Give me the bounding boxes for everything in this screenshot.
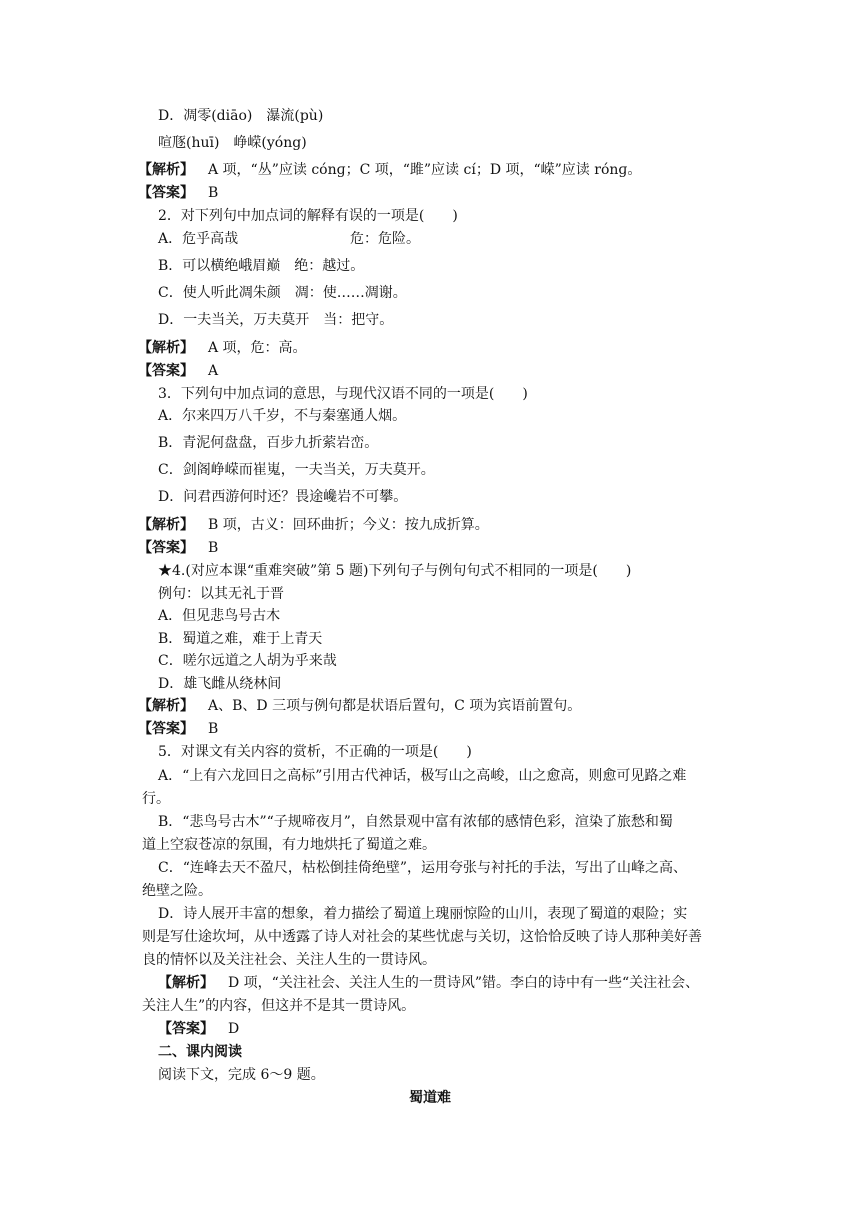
q4-option-a: A．但见悲鸟号古木 [158,608,281,624]
q2-option-a-explain: 危：危险。 [350,231,420,247]
q2-option-d-explain: 当：把守。 [323,312,394,328]
question-3: 3．下列句中加点词的意思，与现代汉语不同的一项是( ) [158,386,528,402]
analysis-text: A 项，“丛”应读 cónɡ；C 项，“雎”应读 cí；D 项，“嵘”应读 rónɡ。 [208,162,642,178]
q5-option-a-line1: A．“上有六龙回日之高标”引用古代神话，极写山之高峻，山之愈高，则愈可见路之难 [158,768,687,784]
option-d-line2 [158,133,743,153]
q2-option-c [158,283,743,303]
q5-option-b-line1: B．“悲鸟号古木”“子规啼夜月”，自然景观中富有浓郁的感情色彩，渲染了旅愁和蜀 [158,814,673,830]
q4-option-d: D．雄飞雌从绕林间 [158,676,282,692]
answer-text: D [228,1021,240,1037]
q4-option-b: B．蜀道之难，难于上青天 [158,631,323,647]
answer-text: B [208,540,219,556]
option-d-item1: D．凋零(diāo) [158,108,253,124]
q5-option-a-line2: 行。 [142,791,170,807]
q1-analysis [138,160,723,180]
q3-option-d: D．问君西游何时还？畏途巉岩不可攀。 [158,489,408,505]
q5-option-c-line1: C．“连峰去天不盈尺，枯松倒挂倚绝壁”，运用夸张与衬托的手法，写出了山峰之高、 [158,860,688,876]
q2-option-b-explain: 绝：越过。 [294,258,365,274]
q4-option-c: C．嗟尔远道之人胡为乎来哉 [158,653,337,669]
q2-option-c-text: C．使人听此凋朱颜 [158,285,281,301]
q5-option-d-line2: 则是写仕途坎坷，从中透露了诗人对社会的某些忧虑与关切，这恰恰反映了诗人那种美好善 [142,929,702,945]
q5-analysis [158,973,743,993]
q2-option-c-explain: 凋：使……凋谢。 [294,285,407,301]
q5-option-d-line3: 良的情怀以及关注社会、关注人生的一贯诗风。 [142,952,436,968]
q2-option-d [158,310,743,330]
q4-analysis [138,696,723,716]
analysis-text: A、B、D 三项与例句都是状语后置句，C 项为宾语前置句。 [208,698,582,714]
answer-label: 【答案】 [158,1021,214,1037]
analysis-label: 【解析】 [158,975,214,991]
q3-option-c: C．剑阁峥嵘而崔嵬，一夫当关，万夫莫开。 [158,462,435,478]
answer-label: 【答案】 [138,721,194,737]
analysis-label: 【解析】 [138,698,194,714]
q2-option-a [158,229,743,249]
analysis-text: B 项，古义：回环曲折；今义：按九成折算。 [208,517,489,533]
answer-text: B [208,185,219,201]
section-2-heading: 二、课内阅读 [158,1044,242,1060]
q1-answer [138,183,723,203]
q5-option-b-line2: 道上空寂苍凉的氛围，有力地烘托了蜀道之难。 [142,837,436,853]
q2-option-d-text: D．一夫当关，万夫莫开 [158,312,310,328]
q4-answer [138,719,723,739]
q3-option-a: A．尔来四万八千岁，不与秦塞通人烟。 [158,408,407,424]
q3-answer [138,538,723,558]
q2-answer [138,361,723,381]
q4-example: 例句：以其无礼于晋 [158,586,284,602]
analysis-label: 【解析】 [138,517,194,533]
q5-analysis-line2: 关注人生”的内容，但这并不是其一贯诗风。 [142,998,416,1014]
answer-label: 【答案】 [138,185,194,201]
q5-answer [158,1019,743,1039]
question-2: 2．对下列句中加点词的解释有误的一项是( ) [158,208,458,224]
q5-option-d-line1: D．诗人展开丰富的想象，着力描绘了蜀道上瑰丽惊险的山川，表现了蜀道的艰险；实 [158,906,688,922]
option-d-item3: 喧豗(huī) [158,135,220,151]
option-d-line1 [158,106,743,126]
q5-option-c-line2: 绝壁之险。 [142,883,212,899]
analysis-text: D 项，“关注社会、关注人生的一贯诗风”错。李白的诗中有一些“关注社会、 [228,975,700,991]
answer-label: 【答案】 [138,540,194,556]
poem-title: 蜀道难 [409,1090,451,1106]
option-d-item4: 峥嵘(yóng) [233,135,307,151]
question-4: ★4.(对应本课“重难突破”第 5 题)下列句子与例句句式不相同的一项是( ) [158,563,632,579]
analysis-label: 【解析】 [138,340,194,356]
q3-analysis [138,515,723,535]
question-5: 5．对课文有关内容的赏析，不正确的一项是( ) [158,744,472,760]
q2-option-a-text: A．危乎高哉 [158,231,239,247]
answer-label: 【答案】 [138,363,194,379]
analysis-text: A 项，危：高。 [208,340,307,356]
q3-option-b: B．青泥何盘盘，百步九折萦岩峦。 [158,435,379,451]
option-d-item2: 瀑流(pù) [266,108,324,124]
q2-option-b-text: B．可以横绝峨眉巅 [158,258,281,274]
q2-analysis [138,338,723,358]
analysis-label: 【解析】 [138,162,194,178]
answer-text: B [208,721,219,737]
answer-text: A [208,363,219,379]
q2-option-b [158,256,743,276]
section-2-description: 阅读下文，完成 6～9 题。 [158,1067,325,1083]
